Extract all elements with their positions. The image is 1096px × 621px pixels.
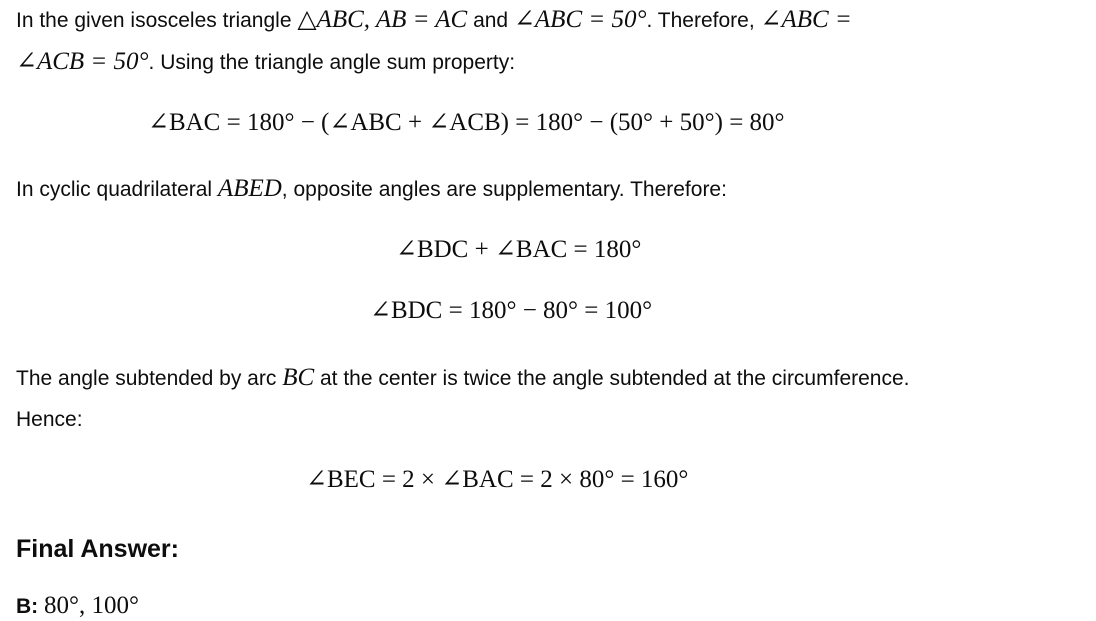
math-bc: BC — [282, 364, 315, 391]
paragraph-line-2 — [16, 48, 515, 77]
math-angle-abc-eq: ∠ABC = — [760, 6, 852, 33]
text: The angle subtended by arc — [16, 367, 283, 390]
paragraph-line-1 — [16, 6, 852, 35]
text: In the given isosceles triangle — [16, 9, 298, 32]
text: . Using the triangle angle sum property: — [148, 51, 516, 74]
math-angle-acb: ∠ACB = 50° — [16, 48, 149, 75]
paragraph-arc-bc — [16, 364, 909, 393]
text: , opposite angles are supplementary. Therefore: — [281, 178, 727, 201]
math-abed: ABED — [217, 175, 282, 202]
equation-bdc-sum: ∠BDC + ∠BAC = 180° — [396, 236, 642, 263]
final-answer-heading: Final Answer: — [16, 535, 179, 563]
final-answer-value: 80°, 100° — [44, 592, 140, 619]
text: In cyclic quadrilateral — [16, 178, 218, 201]
math-triangle-abc: △ABC, AB = AC — [297, 6, 468, 33]
equation-bec: ∠BEC = 2 × ∠BAC = 2 × 80° = 160° — [306, 466, 689, 493]
text: . Therefore, — [646, 9, 761, 32]
paragraph-cyclic-quadrilateral — [16, 175, 727, 204]
math-angle-abc: ∠ABC = 50° — [513, 6, 647, 33]
text: and — [467, 9, 514, 32]
equation-angle-bac: ∠BAC = 180° − (∠ABC + ∠ACB) = 180° − (50° + 50°) = 80° — [148, 109, 785, 136]
final-answer-label: B: — [16, 595, 39, 618]
final-answer — [16, 592, 139, 621]
equation-bdc-value: ∠BDC = 180° − 80° = 100° — [370, 297, 653, 324]
paragraph-hence: Hence: — [16, 408, 83, 431]
text: at the center is twice the angle subtended at the circumference. — [314, 367, 910, 390]
